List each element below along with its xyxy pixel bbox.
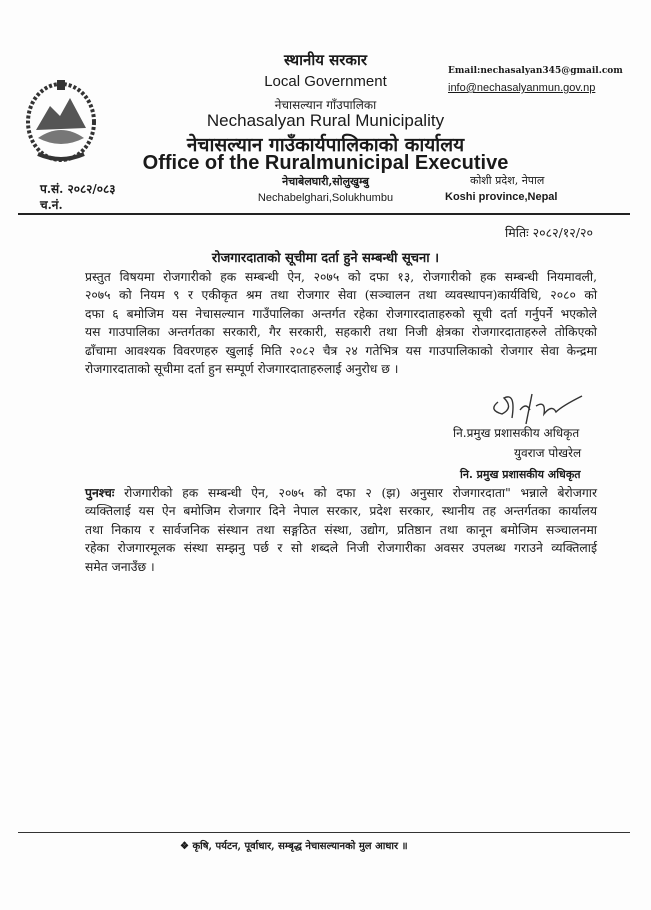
body-line: यस गाउपालिका अन्तर्गतका सरकारी, गैर सरकारी, सहकारी तथा निजी क्षेत्रका रोजगारदाताहरुले तोकिएको [85,325,597,340]
body-line: दफा ६ बमोजिम यस नेचासल्यान गाउँपालिका अन्तर्गत रहेका रोजगारदाताहरुको सूची दर्ता गर्नुपर्ने भएकोले [85,306,597,321]
postscript-line: रहेका रोजगारमूलक संस्था सम्झनु पर्छ र सो शब्दले निजी रोजगारीका अवसर उपलब्ध गराउने व्यक्तिलाई [85,541,597,556]
header-local-govt-np: स्थानीय सरकार [284,51,367,69]
header-office-np: नेचासल्यान गाउँकार्यपालिकाको कार्यालय [186,134,465,156]
email-official[interactable]: info@nechasalyanmun.gov.np [448,82,596,94]
header-office-en: Office of the Ruralmunicipal Executive [142,152,509,174]
header-address-np: नेचाबेलघारी,सोलुखुम्बु [282,175,369,188]
notice-date: मितिः २०८२/१२/२० [505,225,593,240]
header-municipality-np: नेचासल्यान गाँउपालिका [274,98,377,112]
header-local-govt-en: Local Government [264,73,387,90]
footer-motto [180,838,408,852]
province-np: कोशी प्रदेश, नेपाल [470,174,545,187]
body-line: प्रस्तुत विषयमा रोजगारीको हक सम्बन्धी ऐन, २०७५ को दफा १३, रोजगारीको हक सम्बन्धी नियमावली, [85,270,597,284]
signatory-name: युवराज पोखरेल [514,446,582,460]
dispatch-number: च.नं. [40,198,63,212]
email-gmail: Email:nechasalyan345@gmail.com [448,66,623,76]
body-line: २०७५ को नियम ९ र एकीकृत श्रम तथा रोजगार सेवा (सञ्चालन तथा व्यवस्थापन)कार्यविधि, २०८० को [85,288,597,303]
postscript-line: तथा निकाय र सार्वजनिक संस्थान तथा सङ्गठित संस्था, उद्योग, प्रतिष्ठान तथा कानून बमोजिम सञ्चालनमा [85,522,597,537]
header-municipality-en: Nechasalyan Rural Municipality [206,111,445,130]
postscript-line: रोजगारीको हक सम्बन्धी ऐन, २०७५ को दफा २ (झ) अनुसार रोजगारदाता" भन्नाले बेरोजगार [114,486,597,500]
signatory-stamp-title: नि. प्रमुख प्रशासकीय अधिकृत [460,468,581,481]
footer-divider [18,832,630,833]
signature-mark [486,388,586,428]
footer-bullet-icon: ❖ [180,841,189,852]
postscript-line: व्यक्तिलाई यस ऐन बमोजिम रोजगार दिने नेपाल सरकार, प्रदेश सरकार, स्थानीय तह अन्तर्गतका कार्यालय [85,504,597,519]
postscript [85,484,597,576]
body-line: रोजगारदाताको सूचीमा दर्ता हुन सम्पूर्ण रोजगारदाताहरुलाई अनुरोध छ । [85,362,399,377]
notice-subject: रोजगारदाताको सूचीमा दर्ता हुने सम्बन्धी सूचना । [211,251,440,266]
header-divider [18,213,630,215]
header-address-en: Nechabelghari,Solukhumbu [257,192,394,204]
body-line: ढाँचामा आवश्यक विवरणहरु खुलाई मिति २०८२ चैत्र २४ गतेभित्र यस गाउपालिकाको रोजगार सेवा केन्द्रमा [85,343,597,358]
reference-number: प.सं. २०८२/०८३ [40,182,116,196]
signatory-title: नि.प्रमुख प्रशासकीय अधिकृत [453,426,580,440]
footer-text: कृषि, पर्यटन, पूर्वाधार, सम्बृद्ध नेचासल्यानको मुल आधार ॥ [192,841,408,852]
postscript-label: पुनश्चः [85,485,115,500]
postscript-line: समेत जनाउँछ । [85,559,155,574]
notice-body [85,268,597,378]
province-en: Koshi province,Nepal [445,191,558,203]
